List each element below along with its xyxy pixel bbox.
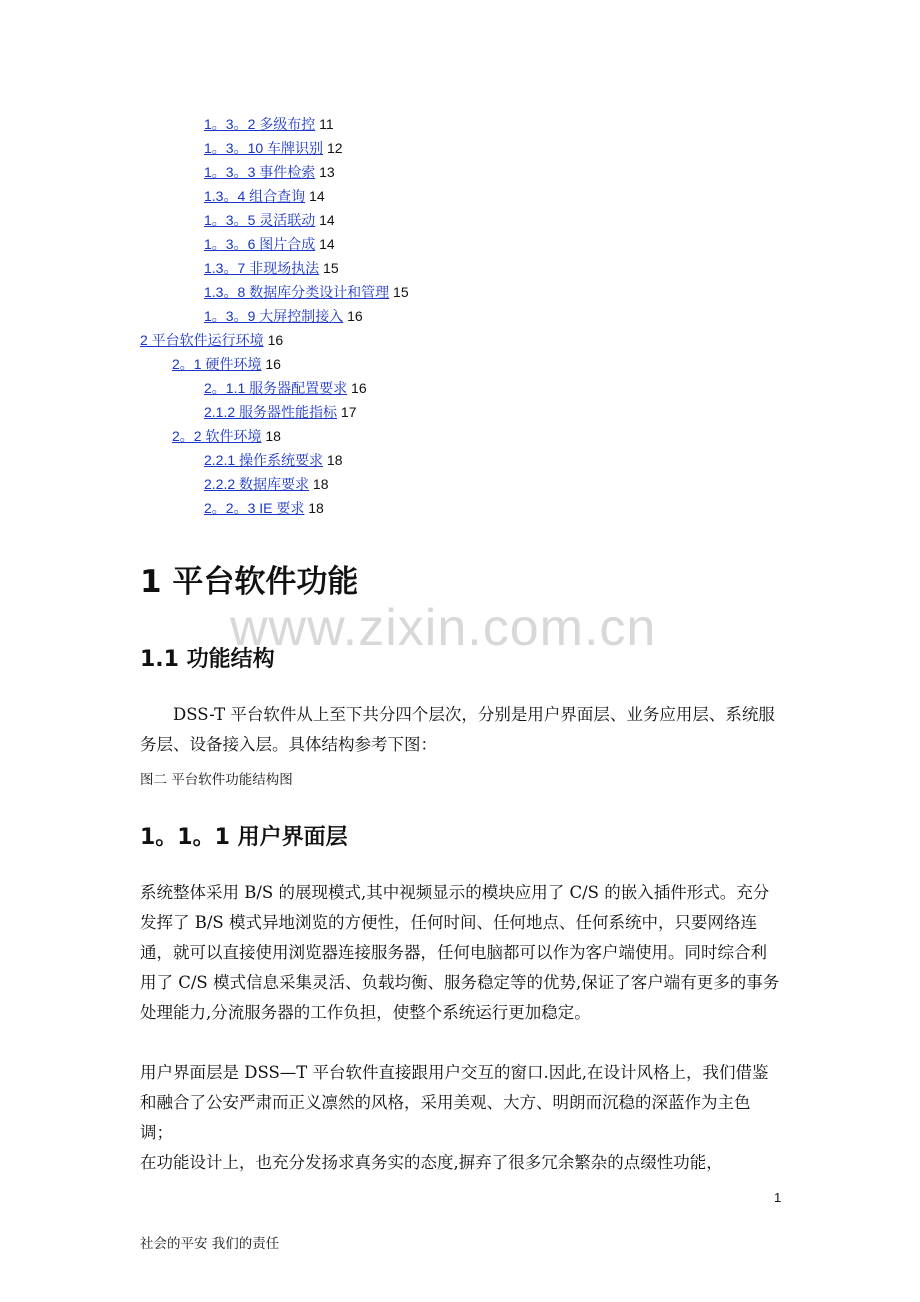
- toc-entry[interactable]: [204, 378, 367, 398]
- body-paragraph: 系统整体采用 B/S 的展现模式,其中视频显示的模块应用了 C/S 的嵌入插件形式。充分发挥了 B/S 模式异地浏览的方便性，任何时间、任何地点、任何系统中，只要网络连通，就可以直接使用浏览器连接服务器，任何电脑都可以作为客户端使用。同时综合利用了 C/S 模式信息采集灵活、负载均衡、服务稳定等的优势,保证了客户端有更多的事务处理能力,分流服务器的工作负担，使整个系统运行更加稳定。: [140, 883, 780, 1022]
- toc-link[interactable]: 2.2.1 操作系统要求: [204, 452, 324, 468]
- toc-entry[interactable]: [204, 210, 335, 230]
- toc-entry[interactable]: [204, 450, 343, 470]
- toc-link[interactable]: 1。3。2 多级布控: [204, 116, 316, 132]
- toc-page-number: 16: [347, 308, 363, 324]
- toc-entry[interactable]: [204, 186, 325, 206]
- intro-paragraph: DSS-T 平台软件从上至下共分四个层次，分别是用户界面层、业务应用层、系统服务层、设备接入层。具体结构参考下图：: [140, 705, 775, 754]
- toc-entry[interactable]: [204, 306, 363, 326]
- body-paragraph: 在功能设计上，也充分发扬求真务实的态度,摒弃了很多冗余繁杂的点缀性功能，: [140, 1153, 723, 1172]
- toc-page-number: 14: [319, 212, 335, 228]
- toc-link[interactable]: 2.2.2 数据库要求: [204, 476, 310, 492]
- toc-page-number: 15: [393, 284, 409, 300]
- heading-level-1: 1 平台软件功能: [140, 564, 359, 600]
- toc-entry[interactable]: [204, 138, 343, 158]
- toc-link[interactable]: 1.3。8 数据库分类设计和管理: [204, 284, 390, 300]
- toc-entry[interactable]: [204, 234, 335, 254]
- toc-page-number: 18: [326, 452, 343, 468]
- toc-link[interactable]: 1。3。9 大屏控制接入: [204, 308, 344, 324]
- toc-page-number: 15: [323, 260, 339, 276]
- toc-entry[interactable]: [172, 354, 281, 374]
- toc-entry[interactable]: [204, 114, 334, 134]
- toc-link[interactable]: 1.3。4 组合查询: [204, 188, 306, 204]
- heading-level-2: 1.1 功能结构: [140, 647, 275, 672]
- toc-link[interactable]: 1。3。10 车牌识别: [204, 140, 324, 156]
- toc-link[interactable]: 2 平台软件运行环境: [140, 332, 264, 348]
- toc-page-number: 11: [319, 116, 334, 132]
- toc-link[interactable]: 2。1 硬件环境: [172, 356, 262, 372]
- page-footer: 社会的平安 我们的责任: [140, 1236, 280, 1252]
- toc-entry[interactable]: [204, 258, 339, 278]
- toc-entry[interactable]: [204, 498, 324, 518]
- heading-level-3: 1。1。1 用户界面层: [140, 825, 348, 850]
- toc-entry[interactable]: [140, 330, 283, 350]
- toc-entry[interactable]: [204, 474, 329, 494]
- toc-page-number: 16: [351, 380, 367, 396]
- figure-caption: 图二 平台软件功能结构图: [140, 772, 293, 788]
- toc-page-number: 18: [308, 500, 324, 516]
- toc-link[interactable]: 2.1.2 服务器性能指标: [204, 404, 338, 420]
- toc-entry[interactable]: [204, 282, 409, 302]
- toc-page-number: 16: [265, 356, 281, 372]
- toc-link[interactable]: 1。3。5 灵活联动: [204, 212, 316, 228]
- toc-page-number: 18: [312, 476, 329, 492]
- toc-page-number: 14: [319, 236, 335, 252]
- toc-page-number: 13: [319, 164, 335, 180]
- page-number: 1: [774, 1190, 782, 1205]
- body-paragraph: 用户界面层是 DSS—T 平台软件直接跟用户交互的窗口.因此,在设计风格上，我们借鉴和融合了公安严肃而正义凛然的风格，采用美观、大方、明朗而沉稳的深蓝作为主色调；: [140, 1063, 769, 1142]
- toc-link[interactable]: 1。3。3 事件检索: [204, 164, 316, 180]
- toc-link[interactable]: 2。2。3 IE 要求: [204, 500, 305, 516]
- toc-page-number: 16: [267, 332, 284, 348]
- toc-page-number: 17: [340, 404, 357, 420]
- watermark: www.zixin.com.cn: [230, 599, 657, 657]
- toc-link[interactable]: 1。3。6 图片合成: [204, 236, 316, 252]
- toc-link[interactable]: 2。2 软件环境: [172, 428, 262, 444]
- toc-entry[interactable]: [172, 426, 281, 446]
- toc-entry[interactable]: [204, 402, 357, 422]
- toc-page-number: 14: [309, 188, 325, 204]
- toc-link[interactable]: 1.3。7 非现场执法: [204, 260, 320, 276]
- toc-entry[interactable]: [204, 162, 335, 182]
- toc-link[interactable]: 2。1.1 服务器配置要求: [204, 380, 348, 396]
- toc-page-number: 18: [265, 428, 281, 444]
- toc-page-number: 12: [326, 140, 343, 156]
